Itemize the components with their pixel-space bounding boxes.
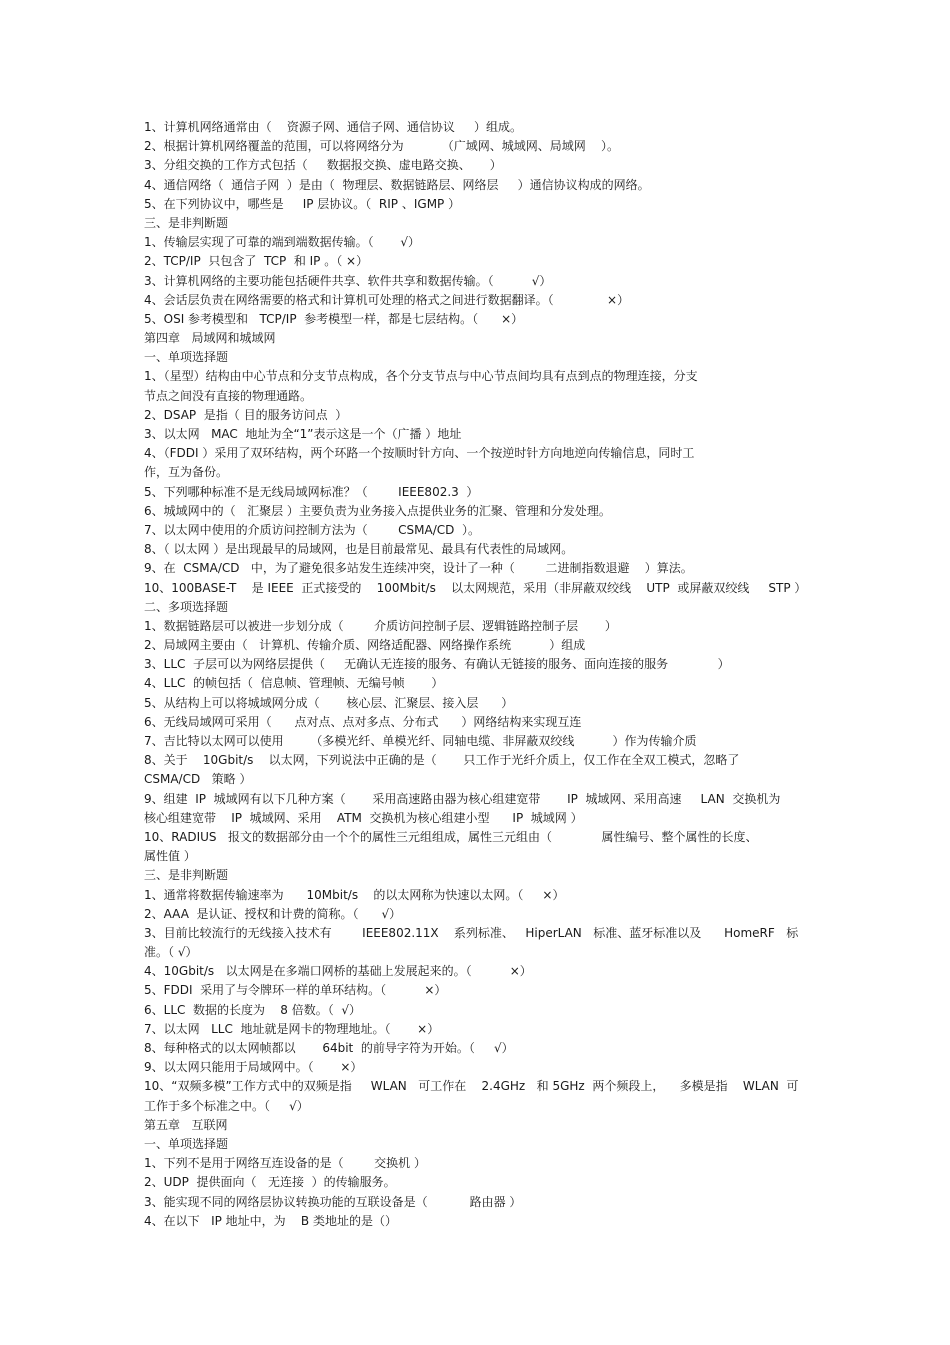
- section-heading: 一、单项选择题: [144, 350, 229, 365]
- text-line: 2、DSAP 是指（ 目的服务访问点 ）: [144, 407, 348, 422]
- text-line: 准。（ √）: [144, 945, 198, 960]
- chapter-heading: 第四章 局域网和城域网: [144, 331, 276, 346]
- text-line: 5、在下列协议中，哪些是 IP 层协议。（ RIP 、IGMP ）: [144, 196, 461, 211]
- text-line: 10、“双频多模”工作方式中的双频是指 WLAN 可工作在 2.4GHz 和 5GHz 两个频段上， 多模是指 WLAN 可: [144, 1079, 799, 1094]
- text-line: 1、数据链路层可以被进一步划分成（ 介质访问控制子层、逻辑链路控制子层 ）: [144, 618, 617, 633]
- text-line: 3、以太网 MAC 地址为全“1”表示这是一个（广播 ）地址: [144, 427, 462, 441]
- text-line: 2、AAA 是认证、授权和计费的简称。（ √）: [144, 906, 402, 921]
- text-line: 1、计算机网络通常由（ 资源子网、通信子网、通信协议 ）组成。: [144, 120, 522, 134]
- text-line: 3、分组交换的工作方式包括（ 数据报交换、虚电路交换、 ）: [144, 158, 502, 173]
- text-line: 5、从结构上可以将城域网分成（ 核心层、汇聚层、接入层 ）: [144, 695, 514, 710]
- text-line: 核心组建宽带 IP 城域网、采用 ATM 交换机为核心组建小型 IP 城域网 ）: [144, 810, 583, 825]
- text-line: 1、下列不是用于网络互连设备的是（ 交换机 ）: [144, 1156, 426, 1171]
- text-line: 工作于多个标准之中。（ √）: [144, 1098, 309, 1113]
- text-line: 8、关于 10Gbit/s 以太网，下列说法中正确的是（ 只工作于光纤介质上，仅工作在全双工模式，忽略了: [144, 753, 740, 768]
- text-line: 2、根据计算机网络覆盖的范围，可以将网络分为 （广域网、城域网、局域网 ）。: [144, 139, 620, 154]
- text-line: 5、FDDI 采用了与令牌环一样的单环结构。（ ×）: [144, 983, 447, 998]
- section-heading: 一、单项选择题: [144, 1136, 229, 1151]
- text-line: CSMA/CD 策略 ）: [144, 772, 252, 787]
- text-line: 4、会话层负责在网络需要的格式和计算机可处理的格式之间进行数据翻译。（ ×）: [144, 292, 630, 307]
- text-line: 5、OSI 参考模型和 TCP/IP 参考模型一样，都是七层结构。（ ×）: [144, 311, 524, 326]
- text-line: 4、LLC 的帧包括（ 信息帧、管理帧、无编号帧 ）: [144, 676, 444, 691]
- text-line: 8、（ 以太网 ）是出现最早的局域网，也是目前最常见、最具有代表性的局域网。: [144, 542, 574, 557]
- text-line: 8、每种格式的以太网帧都以 64bit 的前导字符为开始。（ √）: [144, 1041, 514, 1055]
- text-line: 10、100BASE-T 是 IEEE 正式接受的 100Mbit/s 以太网规范，采用（非屏蔽双绞线 UTP 或屏蔽双绞线 STP ）: [144, 580, 807, 595]
- text-line: 7、以太网中使用的介质访问控制方法为（ CSMA/CD ）。: [144, 522, 481, 537]
- text-line: 1、传输层实现了可靠的端到端数据传输。（ √）: [144, 235, 420, 250]
- text-line: 3、能实现不同的网络层协议转换功能的互联设备是（ 路由器 ）: [144, 1194, 522, 1209]
- document-body: [144, 118, 814, 1231]
- text-line: 7、吉比特以太网可以使用 （多模光纤、单模光纤、同轴电缆、非屏蔽双绞线 ）作为传输介质: [144, 734, 697, 748]
- text-line: 2、TCP/IP 只包含了 TCP 和 IP 。（ ×）: [144, 254, 369, 269]
- text-line: 2、局域网主要由（ 计算机、传输介质、网络适配器、网络操作系统 ）组成: [144, 638, 586, 653]
- text-line: 3、LLC 子层可以为网络层提供（ 无确认无连接的服务、有确认无链接的服务、面向连接的服务 ）: [144, 657, 730, 672]
- text-line: 1、（星型）结构由中心节点和分支节点构成，各个分支节点与中心节点间均具有点到点的物理连接，分支: [144, 369, 698, 384]
- text-line: 4、通信网络（ 通信子网 ）是由（ 物理层、数据链路层、网络层 ）通信协议构成的网络。: [144, 177, 650, 192]
- text-line: 4、在以下 IP 地址中，为 B 类地址的是（）: [144, 1213, 397, 1228]
- text-line: 属性值 ）: [144, 849, 196, 864]
- text-line: 2、UDP 提供面向（ 无连接 ）的传输服务。: [144, 1175, 396, 1190]
- text-line: 9、以太网只能用于局域网中。（ ×）: [144, 1060, 363, 1075]
- text-line: 节点之间没有直接的物理通路。: [144, 388, 313, 403]
- text-line: 作，互为备份。: [144, 465, 229, 480]
- text-line: 4、10Gbit/s 以太网是在多端口网桥的基础上发展起来的。（ ×）: [144, 964, 532, 979]
- text-line: 3、计算机网络的主要功能包括硬件共享、软件共享和数据传输。（ √）: [144, 273, 552, 288]
- text-line: 9、在 CSMA/CD 中，为了避免很多站发生连续冲突，设计了一种（ 二进制指数退避 ）算法。: [144, 561, 693, 576]
- text-line: 6、城域网中的（ 汇聚层 ）主要负责为业务接入点提供业务的汇聚、管理和分发处理。: [144, 503, 611, 518]
- text-line: 3、目前比较流行的无线接入技术有 IEEE802.11X 系列标准、 HiperLAN 标准、蓝牙标准以及 HomeRF 标: [144, 925, 799, 940]
- section-heading: 三、是非判断题: [144, 868, 229, 883]
- text-line: 6、LLC 数据的长度为 8 倍数。（ √）: [144, 1002, 361, 1017]
- text-line: 7、以太网 LLC 地址就是网卡的物理地址。（ ×）: [144, 1021, 440, 1036]
- chapter-heading: 第五章 互联网: [144, 1117, 228, 1132]
- section-heading: 三、是非判断题: [144, 215, 229, 230]
- section-heading: 二、多项选择题: [144, 599, 229, 614]
- text-line: 4、（FDDI ）采用了双环结构，两个环路一个按顺时针方向、一个按逆时针方向地逆向传输信息，同时工: [144, 446, 695, 461]
- text-line: 10、RADIUS 报文的数据部分由一个个的属性三元组组成，属性三元组由（ 属性编号、整个属性的长度、: [144, 829, 758, 844]
- text-line: 5、下列哪种标准不是无线局域网标准？（ IEEE802.3 ）: [144, 484, 479, 499]
- text-line: 9、组建 IP 城域网有以下几种方案（ 采用高速路由器为核心组建宽带 IP 城域网、采用高速 LAN 交换机为: [144, 791, 781, 806]
- text-line: 6、无线局域网可采用（ 点对点、点对多点、分布式 ）网络结构来实现互连: [144, 714, 582, 729]
- text-line: 1、通常将数据传输速率为 10Mbit/s 的以太网称为快速以太网。（ ×）: [144, 887, 565, 902]
